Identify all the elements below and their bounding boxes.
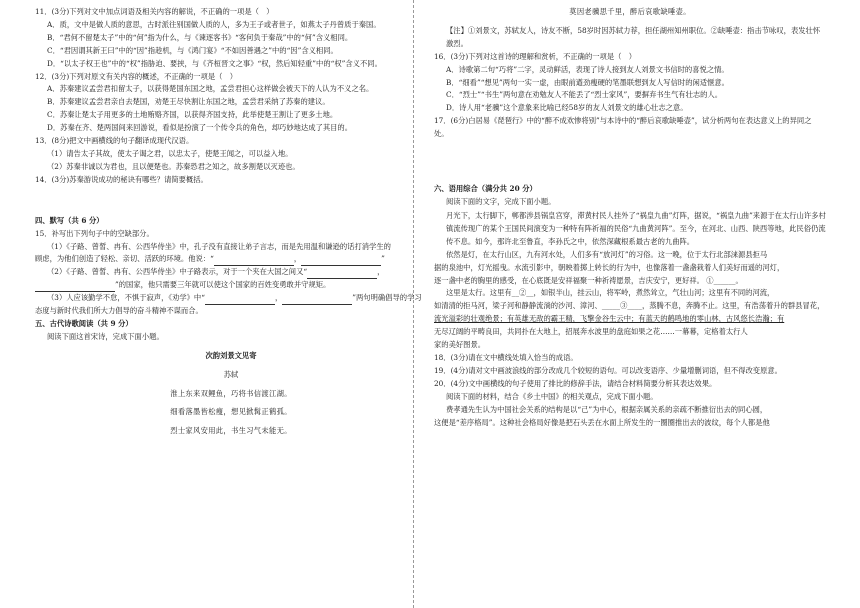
poem-line: 细看落墨皆松瘦，想见掀髯正鹤孤。 [170,407,292,417]
passage-para-1: 月光下，太行脚下，郸都涉县锅皇宫穿，滞黄村民人挂外了“祸皇九曲”灯阵，据说，“祸皇九曲”来源于在太行山许多村镇流传现广的某个王国民间演变为一种特有阵祈福的民俗“九曲黄河阵”。至今，在河北、山西、陕西等地，此民俗仍流传不息。如今，那许北至鲁直，李孙氏之中，依然深藏根系最古老的九曲阵。 [446,210,826,247]
left-column [35,0,427,608]
q12-option-b: B．苏秦建议孟尝君亲自去楚国，劝楚王尽快割让东国之地，孟尝君采纳了苏秦的建议。 [47,97,330,107]
poem-last-line: 莫因老骥思千里，醉后哀歌缺唾壶。 [569,7,691,16]
material-intro: 阅读下面的材料，结合《乡土中国》的相关观点，完成下面小题。 [446,391,658,401]
q11-option-b: B．“君何不留楚太子”中的“何”指为什么，与《谏逐客书》“客何负于秦哉”中的“何”含义相同。 [47,32,353,42]
q13-stem: 13．(8分)把文中画横线的句子翻译成现代汉语。 [35,136,194,146]
q15-part1-line2: 顾虑，为他们创造了轻松、亲切、活跃的环境。他说：“ ， ” [35,253,427,266]
answer-blank[interactable] [214,256,294,266]
passage-line: 家的美好图景。 [434,340,486,350]
q16-option-c: C．“烈士”“书生”两句意在劝勉友人不能丢了“烈士家风”，要摒弃书生气有壮志的人。 [446,90,723,100]
q13-item-2: （2）苏秦非诚以为君也，且以便楚也。苏秦恐君之知之，故多割楚以灭迹也。 [47,161,300,171]
q15-part3-tail: ”两句明确倡导的学习 [352,293,422,303]
q15-part2-cont: ”的国家，他只需要三年就可以使这个国家的百姓变勇敢并守规矩。 [115,280,331,290]
q15-part3-line1: （3）人应该勤学不怠，不惧于寂声，《劝学》中“ ， ”两句明确倡导的学习 [35,292,427,305]
answer-blank[interactable] [282,295,352,305]
answer-blank[interactable] [307,269,377,279]
section-5-title: 五、古代诗歌阅读（共 9 分） [35,318,133,328]
q19-stem: 19．(4分)请对文中画波浪线的部分改成几个较短的语句。可以改变语序、少量增删词语，但不得改变原意。 [434,365,782,375]
q15-part3: （3）人应该勤学不怠，不惧于寂声，《劝学》中“ [47,293,205,303]
passage-line: 无尽辽阔的平畴良田，共同扑在大地上，招展奔水波里的盘庭如果之花……一幕幕，定格着太行人 [434,327,748,337]
section-6-intro: 阅读下面的文字，完成下面小题。 [446,196,556,206]
poem-note: 【注】①刘景文，苏轼友人，诗友不断，58岁时因苏轼力荐，担任湖州知州职位。②缺唾壶：指击节咏叹，表发壮怀激烈。 [446,25,821,48]
q11-option-d: D．“以太子权王也”中的“权”指胁迫、要挟，与《齐桓晋文之事》“权，然后知轻重”中的“权”含义不同。 [47,58,382,68]
q15-part3-line2: 态度与新时代我们所大力倡导的奋斗精神不谋而合。 [35,306,203,316]
q13-item-1: （1）请告太子其故，使太子谒之君，以忠太子，使楚王闻之，可以益入地。 [47,148,293,158]
q16-option-a: A．诗歌第二句“巧将”二字，灵动鲜活，表现了诗人接到友人刘景文书信时的喜悦之情。 [446,64,729,74]
passage-underlined-line: 流光溢彩的壮观绝景；有英雄无敌的霸王精，飞擎金谷生云中；有蓝天的鹤鸣地的零山林，古风悠长浩瀚；有 [434,314,785,324]
material-line: 这便是“差序格局”。这种社会格局好像是把石头丢在水面上所发生的一圈圈推出去的波纹，每个人都是他 [434,417,770,427]
q15-part1-cont: 顾虑，为他们创造了轻松、亲切、活跃的环境。他说：“ [35,254,214,264]
poem-author: 苏轼 [223,369,239,379]
q15-part2-line2 [35,279,427,292]
passage-line: 这里是太行。这里有__②__，如银半山，挂云山，将军岭，煮然耸立，气壮山河；这里有不同的河流， [446,288,775,298]
q12-stem: 12．(3分)下列对原文有关内容的概述，不正确的一项是（ ） [35,71,238,81]
q15-part1: （1）《子路、曾皙、冉有、公西华侍坐》中，孔子没有直接让弟子言志，而是先用温和谦逊的话打消学生的 [47,241,391,251]
passage-line: 依然是灯，在太行山区，九有河水处，人们多有“放河灯”的习俗。这一晚，位于太行北部涞源县拒马 [446,249,768,259]
q15-stem: 15．补写出下列句子中的空缺部分。 [35,228,154,238]
answer-blank[interactable] [35,282,115,292]
material-line: 费孝通先生认为中国社会关系的结构是以“己”为中心，根据亲属关系的亲疏不断推衍出去的同心圆， [446,404,768,414]
poem-title: 次韵刘景文见寄 [205,350,257,360]
q11-option-c: C．“君因谓其新王曰”中的“因”指趁机，与《鸿门宴》“不如因善遇之”中的“因”含义相同。 [47,45,338,55]
passage-line: 如清清的拒马河，梁子河和静静流淌的沙河、漳河、_____③____，蒸腾不息，奔腾不止。这里，有浩荡着升的群县冒花， [434,301,825,311]
passage-line: 据的泉池中，灯光摇曳。水流引影中，朝映着掷上转长的行为中，也像落着一盏盏栽着人们美好而遥的河灯， [434,262,785,272]
q11-stem: 11．(3分)下列对文中加点词语及相关内容的解说，不正确的一项是（ ） [35,7,274,16]
q15-part2-line1: （2）《子路、曾皙、冉有、公西华侍坐》中子路表示，对于一个夹在大国之间又“ ， [35,266,427,279]
q16-option-b: B．“细看”“想见”两句一实一虚，由眼前遒劲瘦硬的笔墨联想到友人写信时的闲适惬意。 [446,77,729,87]
q16-stem: 16．(3分)下列对这首诗的理解和赏析，不正确的一项是（ ） [434,51,637,61]
section-4-title: 四、默写（共 6 分） [35,215,104,225]
right-column [434,0,826,608]
section-5-intro: 阅读下面这首宋诗，完成下面小题。 [47,331,164,341]
q12-option-a: A．苏秦建议孟尝君扣留太子，以获得楚国东国之地，孟尝君担心这样做会被天下的人认为不义之名。 [47,84,374,94]
q14-stem: 14．(3分)苏秦游说成功的秘诀有哪些？请简要概括。 [35,174,208,184]
q12-option-c: C．苏秦让楚太子用更多的土地贿赂齐国，以获得齐国支持，此举使楚王割让了更多土地。 [47,110,338,120]
q12-option-d: D．苏秦在齐、楚两国间来回游说，看似是扮演了一个传令兵的角色，却巧妙地达成了其目的。 [47,123,353,133]
q20-stem: 20．(4分)文中画横线的句子使用了排比的修辞手法，请结合材料简要分析其表达效果。 [434,378,717,388]
q11-option-a: A．质，文中是做人质的意思，古时派往别国做人质的人，多为王子或者世子，如燕太子丹曾质于秦国。 [47,19,381,29]
poem-line: 淮上东来双鲤鱼，巧将书信渡江湖。 [170,388,292,398]
q17-stem: 17．(6分)白居易《琵琶行》中的“醉不成欢惨将别”与本诗中的“醉后哀歌缺唾壶”，试分析两句在表达意义上的异同之处。 [434,116,812,139]
q15-part2: （2）《子路、曾皙、冉有、公西华侍坐》中子路表示，对于一个夹在大国之间又“ [47,267,308,277]
answer-blank[interactable] [301,256,381,266]
passage-line: 逐一盏中老的胸里的感受，在心底既是安祥福聚一种祈祷愿景，吉庆安宁，更好祥。 ①______。 [434,275,743,285]
q18-stem: 18．(3分)请在文中横线处填入恰当的成语。 [434,353,578,363]
poem-line: 烈士家风安用此，书生习气未能无。 [170,426,292,436]
answer-blank[interactable] [205,295,275,305]
q16-option-d: D．诗人用“老骥”这个意象来比喻已经58岁的友人刘景文的雄心壮志之意。 [446,103,688,113]
section-6-title: 六、语用综合（满分共 20 分） [434,184,537,194]
